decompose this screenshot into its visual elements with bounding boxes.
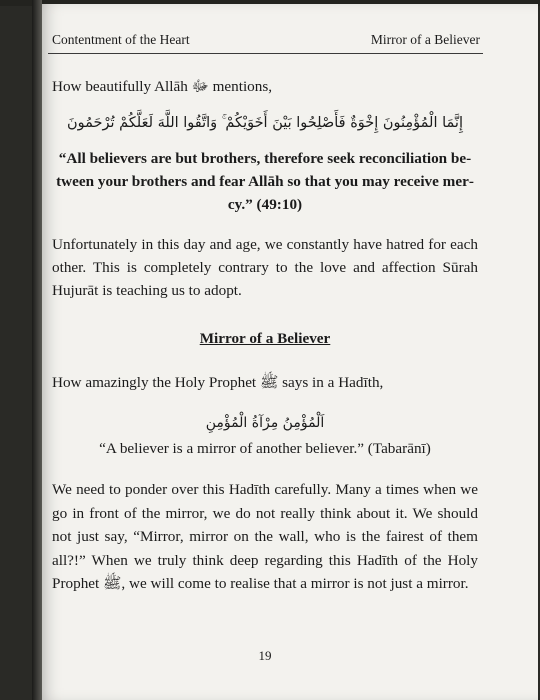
quran-verse-arabic: إِنَّمَا الْمُؤْمِنُونَ إِخْوَةٌ فَأَصْلِحُوا بَيْنَ أَخَوَيْكُمْ ۚ وَاتَّقُوا اللَّهَ لَعَلَّكُمْ تُرْحَمُونَ xyxy=(67,115,463,131)
running-header-chapter-title: Mirror of a Believer xyxy=(370,32,480,47)
quran-verse-translation: “All believers are but brothers, therefore seek reconciliation between your brothers and fear Allāh so that you may receive mercy.” (49:10) xyxy=(56,150,474,213)
hadith-translation: “A believer is a mirror of another believer.” (Tabarānī) xyxy=(99,440,431,457)
intro-line: How beautifully Allāh ﷻ mentions, xyxy=(52,78,273,95)
paragraph-mirror: We need to ponder over this Hadīth carefully. Many a times when we go in front of the mirror, we do not really think about it. We should not just say, “Mirror, mirror on the wall, who is the fairest of them all?!” When we truly think deep regarding this Hadīth of the Holy Prophet ﷺ, we will come to realise that a mirror is not just a mirror. xyxy=(52,481,478,592)
header-rule xyxy=(48,53,483,54)
book-page xyxy=(38,4,538,700)
paragraph-hatred: Unfortunately in this day and age, we constantly have hatred for each other. This is completely contrary to the love and affection Sūrah Hujurāt is teaching us to adopt. xyxy=(52,236,478,299)
hadith-intro: How amazingly the Holy Prophet ﷺ says in a Hadīth, xyxy=(52,374,384,391)
running-header xyxy=(52,32,480,54)
hadith-arabic: اَلْمُؤْمِنُ مِرْآةُ الْمُؤْمِنِ xyxy=(205,415,325,431)
page-number: 19 xyxy=(258,648,272,663)
book-spine-shadow xyxy=(32,0,42,700)
running-header-book-title: Contentment of the Heart xyxy=(52,32,190,47)
section-heading: Mirror of a Believer xyxy=(199,330,331,347)
